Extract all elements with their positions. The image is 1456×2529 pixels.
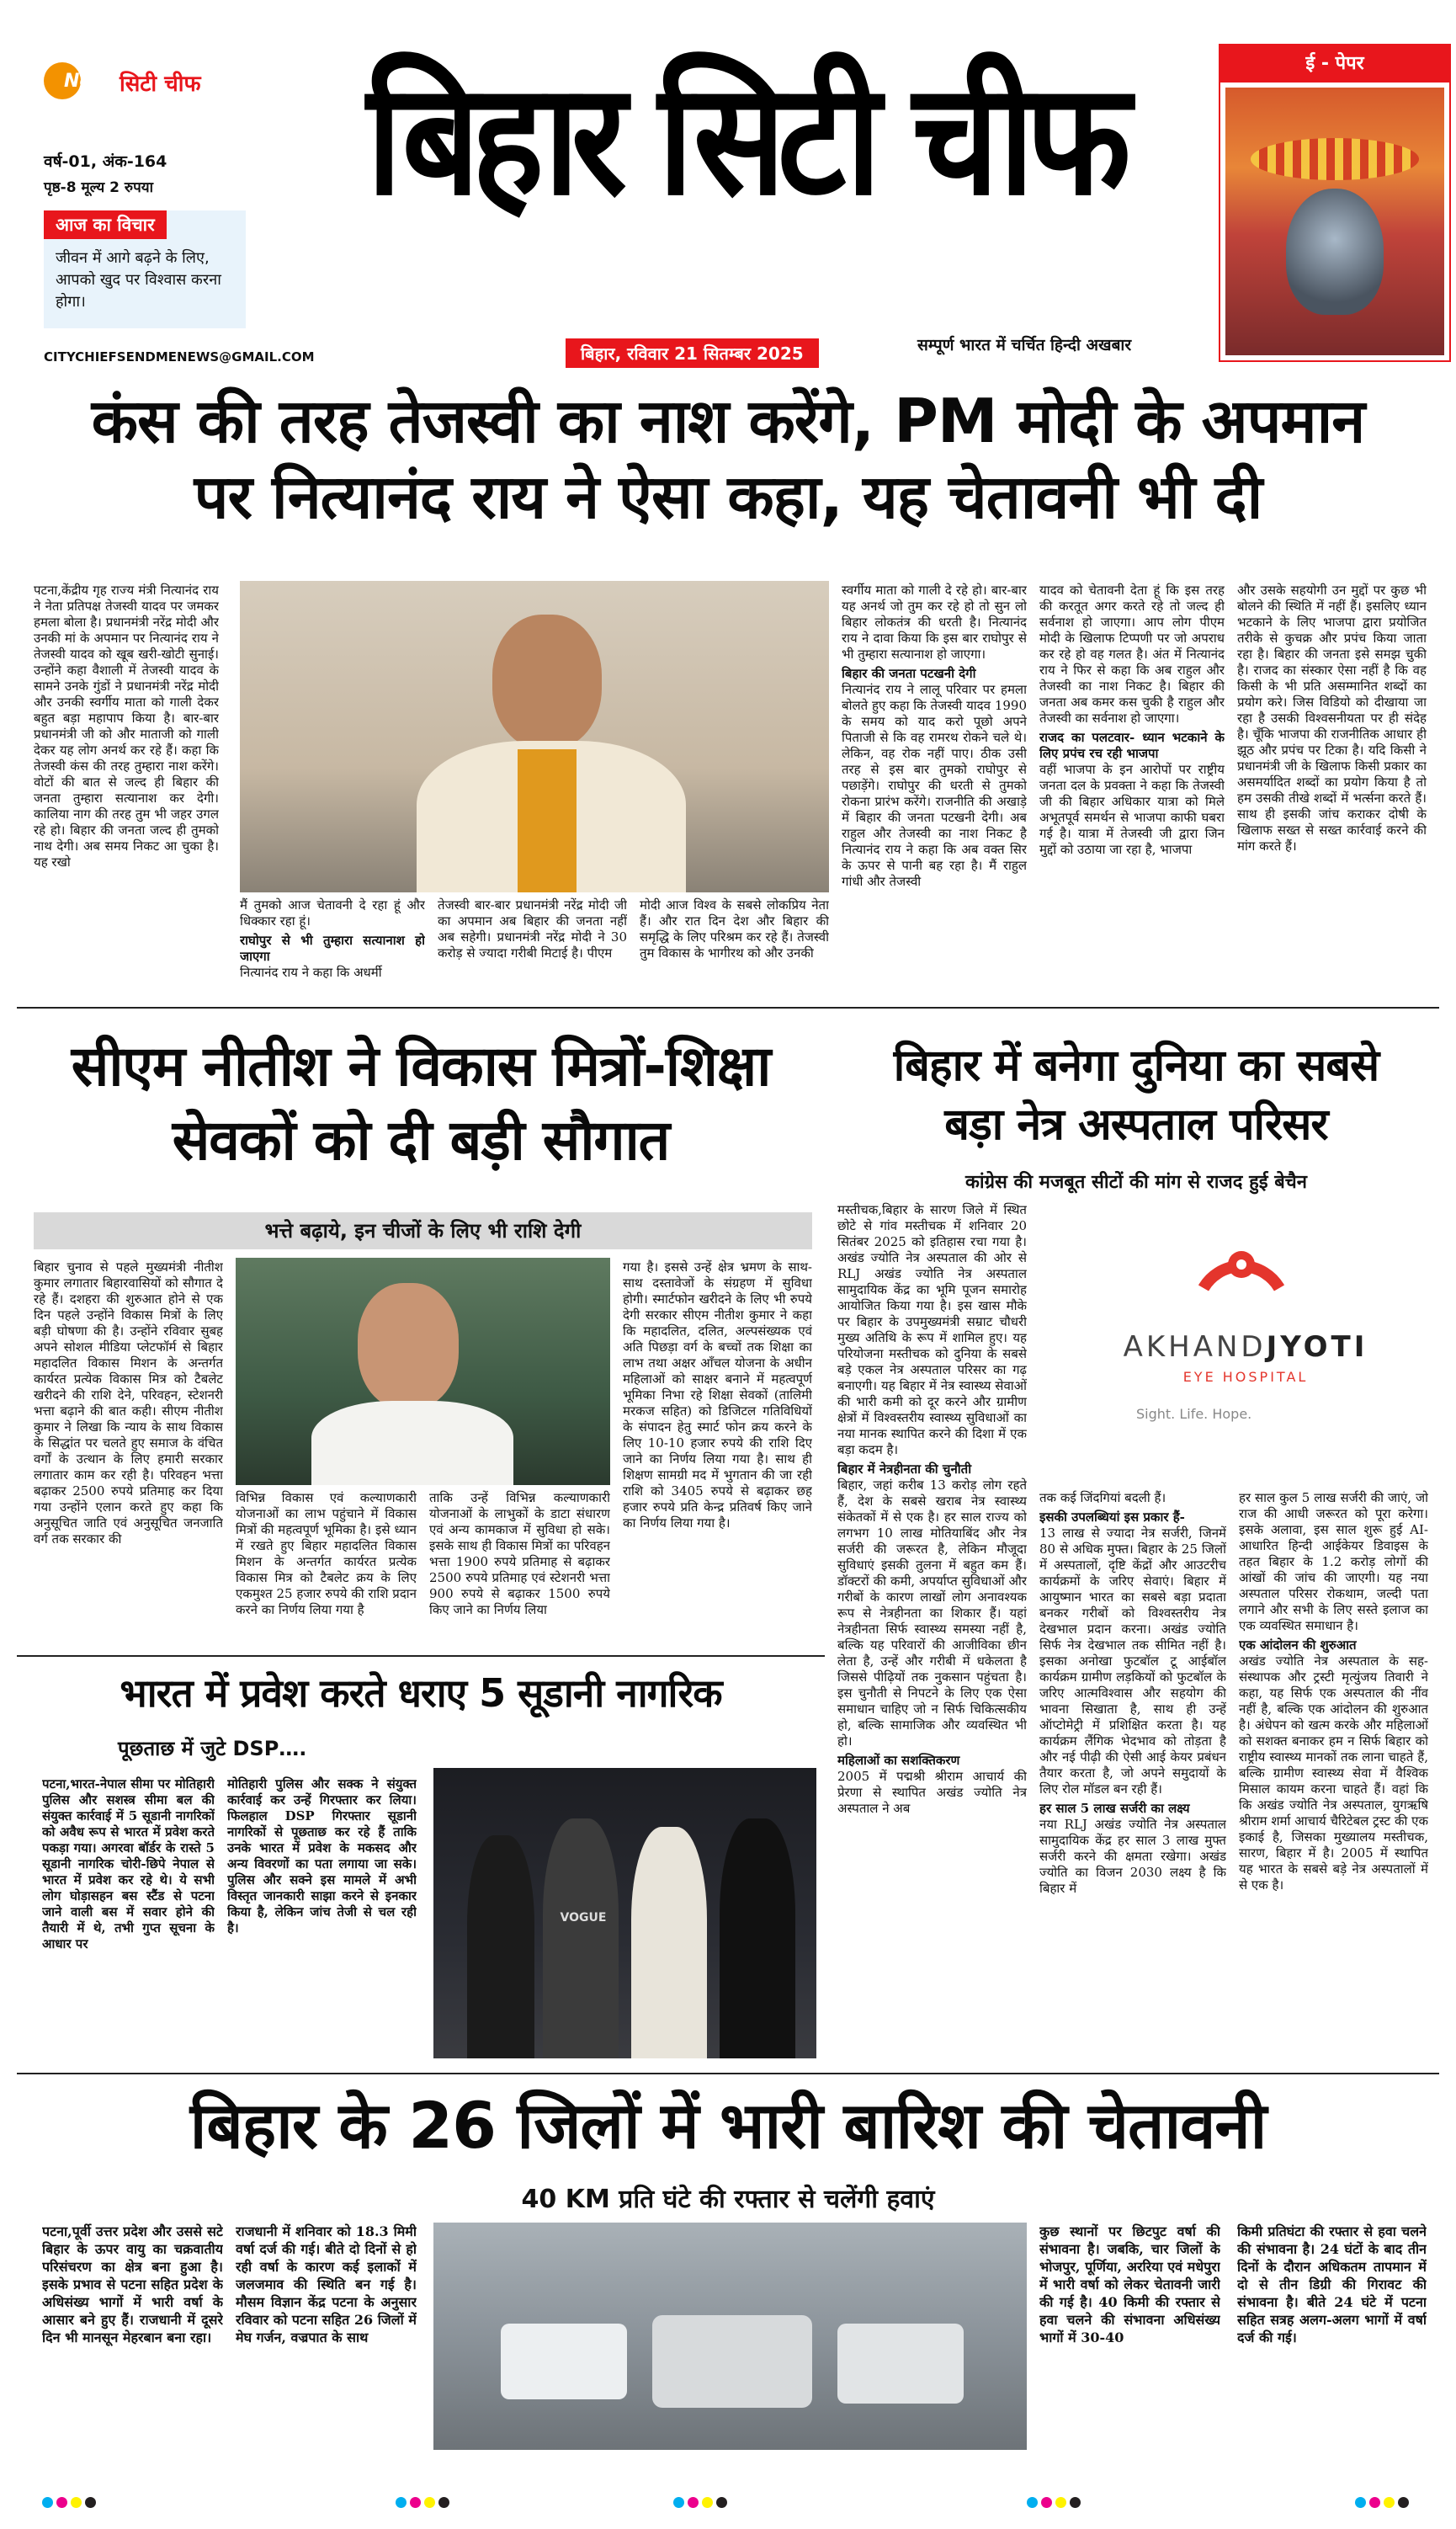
story4-col1-text: पटना,भारत-नेपाल सीमा पर मोतिहारी पुलिस और सशस्त्र सीमा बल की संयुक्त कार्रवाई में 5 सूडानी नागरिकों को अवैध रूप से भारत में प्रवेश करते पकड़ा गया। अगरवा बॉर्डर के रास्ते 5 सूडानी नागरिक चोरी-छिपे नेपाल से भारत में प्रवेश कर रहे थे। ये सभी लोग घोड़ासहन बस स्टैंड से पटना जाने वाली बस में सवार होने की तैयारी में थे, तभी गुप्त सूचना के आधार पर bbox=[42, 1776, 215, 1951]
vehicle bbox=[837, 2324, 964, 2404]
color-dots-mid bbox=[396, 2495, 453, 2511]
person-head bbox=[358, 1283, 459, 1409]
person-head bbox=[492, 615, 602, 749]
story3-col1-subhead: बिहार में नेत्रहीनता की चुनौती bbox=[837, 1461, 972, 1477]
story3-col1c-text: 2005 में पद्मश्री श्रीराम आचार्य की प्रेरणा से स्थापित अखंड ज्योति नेत्र अस्पताल ने अब bbox=[837, 1769, 1027, 1816]
story4-subhead: पूछताछ में जुटे DSP…. bbox=[118, 1737, 307, 1760]
tagline: सम्पूर्ण भारत में चर्चित हिन्दी अखबार bbox=[917, 336, 1132, 354]
thought-text: जीवन में आगे बढ़ने के लिए, आपको खुद पर विश्वास करना होगा। bbox=[56, 249, 221, 311]
story1-col3-text: तेजस्वी बार-बार प्रधानमंत्री नरेंद्र मोदी जी का अपमान अब बिहार की जनता नहीं अब सहेगी। प्रधानमंत्री नरेंद्र मोदी ने 30 करोड़ से ज्यादा गरीबी मिटाई है। पीएम bbox=[438, 897, 627, 961]
story5-col2 bbox=[236, 2223, 417, 2458]
story1-col5-subhead: बिहार की जनता पटखनी देगी bbox=[842, 666, 976, 681]
epaper-box bbox=[1219, 44, 1451, 362]
person-body bbox=[311, 1401, 513, 1485]
story1-col1-text: पटना,केंद्रीय गृह राज्य मंत्री नित्यानंद राय ने नेता प्रतिपक्ष तेजस्वी यादव पर जमकर हमला बोला है। प्रधानमंत्री नरेंद्र मोदी और उनकी मां के अपमान पर नित्यानंद राय ने तेजस्वी यादव को खूब खरी-खोटी सुनाई। उन्होंने कहा वैशाली में तेजस्वी यादव के सामने उनके गुंडों ने प्रधानमंत्री नरेंद्र मोदी और उनकी स्वर्गीय माता को गाली देकर बहुत बड़ा महापाप किया है। बार-बार प्रधानमंत्री जी को और माताजी को गाली देकर यह लोग अनर्थ कर रहे हैं। कहा कि तेजस्वी कंस की तरह तुम्हारा नाश करेंगे। वोटों की बात से जल्द ही बिहार की जनता तुम्हारा सत्यानाश कर देगी। कालिया नाग की तरह तुम भी जहर उगल रहे हो। बिहार की जनता जल्द ही तुमको नाथ देगी। अब समय निकट आ चुका है। यह रखो bbox=[34, 583, 219, 870]
story1-col5b-text: नित्यानंद राय ने लालू परिवार पर हमला बोलते हुए कहा कि तेजस्वी यादव 1990 के समय को याद करो पूछो अपने पिताजी से कि वह रामरथ रोकने चले थे। लेकिन, वह रोक नहीं पाए। ठीक उसी तरह से इस बार तुमको राघोपुर से पछाड़ेंगे। राघोपुर की धरती से तुमको रोकना प्रारंभ करेंगे। राजनीति की अखाड़े में बिहार की जनता पटखनी देगी। अब राहुल और तेजस्वी का नाश निकट है नित्यानंद राय ने कहा कि अब वक्त सिर के ऊपर से पानी बह रहा है। मैं राहुल गांधी और तेजस्वी bbox=[842, 682, 1027, 889]
registration-dot bbox=[1070, 2497, 1081, 2508]
logo-text: सिटी चीफ bbox=[120, 72, 201, 97]
story1-col6b-text: वहीं भाजपा के इन आरोपों पर राष्ट्रीय जनता दल के प्रवक्ता ने कहा कि तेजस्वी जी की बिहार अधिकार यात्रा को मिले अभूतपूर्व समर्थन से भाजपा काफी घबरा गई है। यात्रा में तेजस्वी जी द्वारा जिन मुद्दों को उठाया जा रहा है, भाजपा bbox=[1039, 762, 1225, 857]
divider bbox=[17, 2073, 1439, 2074]
story3-headline-line2: बड़ा नेत्र अस्पताल परिसर bbox=[944, 1099, 1328, 1150]
news-logo bbox=[44, 61, 254, 103]
color-dots-right bbox=[1027, 2495, 1084, 2511]
logo-name-a: AKHAND bbox=[1123, 1330, 1267, 1364]
story1-col5-text: स्वर्गीय माता को गाली दे रहे हो। बार-बार यह अनर्थ जो तुम कर रहे हो तो सुन लो बिहार लोकतंत्र की धरती है। नित्यानंद राय ने दावा किया कि इस बार राघोपुर से भी तुम्हारा सत्यानाश हो जाएगा। bbox=[842, 583, 1027, 662]
person bbox=[543, 1818, 619, 2058]
story1-col7 bbox=[1237, 583, 1427, 995]
pages-price: पृष्ठ-8 मूल्य 2 रुपया bbox=[44, 179, 154, 196]
story1-col2 bbox=[240, 897, 425, 995]
story2-col1-text: बिहार चुनाव से पहले मुख्यमंत्री नीतीश कुमार लगातार बिहारवासियों को सौगात दे रहे हैं। दशहरा की शुरुआत होने से एक दिन पहले उन्होंने विकास मित्रों के लिए बड़ी घोषणा की है। उन्होंने रविवार सुबह अपने सोशल मीडिया प्लेटफॉर्म से बिहार महादलित विकास मिशन के अन्तर्गत कार्यरत प्रत्येक विकास मित्र को टैबलेट खरीदने की राशि देने, परिवहन, स्टेशनरी भत्ता बढ़ाने की बात कही। सीएम नीतीश कुमार ने लिखा कि न्याय के साथ विकास के सिद्धांत पर चलते हुए समाज के वंचित वर्गों के उत्थान के लिए हमारी सरकार लगातार काम कर रही है। परिवहन भत्ता बढ़ाकर 2500 रुपये प्रतिमाह कर दिया गया उन्होंने एलान करते हुए कहा कि अनुसूचित जाति एवं अनुसूचित जनजाति वर्ग तक सरकार की bbox=[34, 1259, 223, 1547]
logo-prefix: News bbox=[64, 71, 120, 92]
story4-headline: भारत में प्रवेश करते धराए 5 सूडानी नागरिक bbox=[120, 1670, 722, 1716]
story2-col2-text: विभिन्न विकास एवं कल्याणकारी योजनाओं का लाभ पहुंचाने में विकास मित्रों की महत्वपूर्ण भूमिका है। इसे ध्यान में रखते हुए बिहार महादलित विकास मिशन के अन्तर्गत कार्यरत प्रत्येक विकास मित्र को टैबलेट क्रय के लिए एकमुश्त 25 हजार रुपये की राशि प्रदान करने का निर्णय लिया गया है bbox=[236, 1490, 417, 1617]
registration-dot bbox=[71, 2497, 82, 2508]
story2-col3 bbox=[429, 1490, 610, 1647]
story2-col1 bbox=[34, 1259, 223, 1647]
thought-box bbox=[44, 210, 246, 328]
epaper-label: ई - पेपर bbox=[1220, 45, 1449, 83]
color-dots-left bbox=[42, 2495, 99, 2511]
story1-col5 bbox=[842, 583, 1027, 995]
registration-dot bbox=[1027, 2497, 1038, 2508]
story2-headline-line1: सीएम नीतीश ने विकास मित्रों-शिक्षा bbox=[71, 1034, 771, 1099]
newspaper-title: बिहार सिटी चीफ bbox=[366, 50, 1124, 230]
story3-col2-text: तक कई जिंदगियां बदली हैं। bbox=[1039, 1490, 1166, 1505]
logo-name bbox=[1077, 1330, 1414, 1364]
story3-col3b-text: अखंड ज्योति नेत्र अस्पताल के सह-संस्थापक और ट्रस्टी मृत्युंजय तिवारी ने कहा, यह सिर्फ एक अस्पताल की नींव नहीं है, बल्कि एक आंदोलन की शुरुआत है। अंधेपन को खत्म करके और महिलाओं को सशक्त बनाकर हम न सिर्फ बिहार को राष्ट्रीय स्वास्थ्य मानकों तक लाना चाहते हैं, बल्कि ग्रामीण स्वास्थ्य सेवा में वैश्विक मिसाल कायम करना चाहते हैं। वहां कि कि अखंड ज्योति नेत्र अस्पताल, युगऋषि श्रीराम शर्मा आचार्य चैरिटेबल ट्रस्ट की एक इकाई है, जिसका मुख्यालय मस्तीचक, सारण, बिहार में है। 2005 में स्थापित यह भारत के सबसे बड़े नेत्र अस्पतालों में से एक है। bbox=[1239, 1653, 1428, 1893]
story3-col2b-text: 13 लाख से ज्यादा नेत्र सर्जरी, जिनमें 80 से अधिक मुफ्त। बिहार के 25 जिलों में अस्पतालों, दृष्टि केंद्रों और आउटरीच कार्यक्रमों के जरिए सेवाएं। बिहार में आयुष्मान भारत का सबसे बड़ा प्रदाता बनकर गरीबों को विश्वस्तरीय नेत्र देखभाल प्रदान करना। अखंड ज्योति सिर्फ नेत्र देखभाल तक सीमित नहीं है। इसका अनोखा फुटबॉल टू आईबॉल कार्यक्रम ग्रामीण लड़कियों को फुटबॉल के जरिए आत्मविश्वास और सहयोग की भावना सिखाता है, साथ ही उन्हें ऑप्टोमेट्री में प्रशिक्षित करता है। यह कार्यक्रम लैंगिक भेदभाव को तोड़ता है और नई पीढ़ी की ऐसी आई केयर प्रबंधन तैयार करता है, जो अपने समुदायों के लिए रोल मॉडल बन रही हैं। bbox=[1039, 1525, 1226, 1797]
story5-photo bbox=[433, 2223, 1027, 2450]
issue-line: वर्ष-01, अंक-164 bbox=[44, 152, 167, 171]
thought-label: आज का विचार bbox=[44, 210, 167, 239]
person-shirt-text: VOGUE bbox=[560, 1911, 607, 1925]
story1-col2-text: मैं तुमको आज चेतावनी दे रहा हूं और धिक्कार रहा हूं। bbox=[240, 897, 425, 929]
story1-headline-line1: कंस की तरह तेजस्वी का नाश करेंगे, PM मोदी के अपमान bbox=[91, 386, 1365, 456]
story3-col3 bbox=[1239, 1490, 1428, 2063]
story2-col2 bbox=[236, 1490, 417, 1647]
print-marks bbox=[0, 2484, 1456, 2517]
logo-tagline: Sight. Life. Hope. bbox=[1136, 1406, 1252, 1422]
registration-dot bbox=[1384, 2497, 1395, 2508]
registration-dot bbox=[702, 2497, 713, 2508]
registration-dot bbox=[1398, 2497, 1409, 2508]
divider bbox=[17, 1007, 1439, 1009]
story5-headline: बिहार के 26 जिलों में भारी बारिश की चेतावनी bbox=[189, 2088, 1267, 2163]
color-dots-far bbox=[1355, 2495, 1412, 2511]
story3-col1-text: मस्तीचक,बिहार के सारण जिले में स्थित छोटे से गांव मस्तीचक में शनिवार 20 सितंबर 2025 को इतिहास रचा गया है। अखंड ज्योति नेत्र अस्पताल की ओर से RLJ अखंड ज्योति नेत्र अस्पताल सामुदायिक केंद्र का भूमि पूजन समारोह आयोजित किया गया है। इस खास मौके पर बिहार के उपमुख्यमंत्री सम्राट चौधरी मुख्य अतिथि के रूप में शामिल हुए। यह परियोजना मस्तीचक को दुनिया के सबसे बड़े एकल नेत्र अस्पताल परिसर का गढ़ बनाएगी। यह बिहार में नेत्र स्वास्थ्य सेवाओं की भारी कमी को दूर करने और ग्रामीण क्षेत्रों में विश्वस्तरीय स्वास्थ्य सुविधाओं का नया मानक स्थापित करने की दिशा में एक बड़ा कदम है। bbox=[837, 1202, 1027, 1457]
registration-dot bbox=[1355, 2497, 1366, 2508]
story3-headline-line1: बिहार में बनेगा दुनिया का सबसे bbox=[893, 1041, 1379, 1091]
registration-dot bbox=[42, 2497, 53, 2508]
story3-col3-text: हर साल कुल 5 लाख सर्जरी की जाएं, जो राज की आधी जरूरत को पूरा करेगा। इसके अलावा, इस साल शुरू हुई AI-आधारित हिन्दी आईकेयर डिवाइस के तहत बिहार के 1.2 करोड़ लोगों की आंखों की जांच की जाएगी। यह नया अस्पताल परिसर रोकथाम, जल्दी पता लगाने और सभी के लिए सस्ते इलाज का एक व्यवस्थित समाधान है। bbox=[1239, 1490, 1428, 1633]
story1-col4-text: मोदी आज विश्व के सबसे लोकप्रिय नेता हैं। और रात दिन देश और बिहार की समृद्धि के लिए परिश्रम कर रहे हैं। तेजस्वी तुम विकास के भागीरथ को और उनकी bbox=[640, 897, 829, 961]
story1-col6-text: यादव को चेतावनी देता हूं कि इस तरह की करतूत अगर करते रहे तो जल्द ही सर्वनाश हो जाएगा। आप लोग पीएम मोदी के खिलाफ टिप्पणी पर जो अपराध कर रहे हो वह गलत है। अंत में नित्यानंद राय ने फिर से कहा कि अब राहुल और तेजस्वी का नाश निकट है। बिहार की जनता अब कमर कस चुकी है राहुल और तेजस्वी का सर्वनाश हो जाएगा। bbox=[1039, 583, 1225, 726]
story2-col4-text: गया है। इससे उन्हें क्षेत्र भ्रमण के साथ-साथ दस्तावेजों के संग्रहण में सुविधा होगी। स्मार्टफोन खरीदने के लिए भी रुपये देगी सरकार सीएम नीतीश कुमार ने कहा कि महादलित, दलित, अल्पसंख्यक एवं अति पिछड़ा वर्ग के बच्चों तक शिक्षा का लाभ तथा अक्षर आँचल योजना के अधीन महिलाओं को साक्षर बनाने में महत्वपूर्ण भूमिका निभा रहे शिक्षा सेवकों (तालिमी मरकज सहित) को डिजिटल गतिविधियों के संपादन हेतु स्मार्ट फोन क्रय करने के लिए 10-10 हजार रुपये की राशि दिए जाने का निर्णय लिया गया है। साथ ही शिक्षण सामग्री मद में भुगतान की जा रही राशि को 3405 रुपये से बढ़ाकर छह हजार रुपये प्रति केन्द्र प्रतिवर्ष किए जाने का निर्णय लिया गया है। bbox=[623, 1259, 812, 1531]
story3-subhead: कांग्रेस की मजबूत सीटों की मांग से राजद हुई बेचैन bbox=[965, 1172, 1307, 1193]
registration-dot bbox=[1055, 2497, 1066, 2508]
deity-photo bbox=[1225, 88, 1444, 355]
story3-col2-subhead2: हर साल 5 लाख सर्जरी का लक्ष्य bbox=[1039, 1801, 1190, 1816]
story5-col2-text: राजधानी में शनिवार को 18.3 मिमी वर्षा दर्ज की गई। बीते दो दिनों से हो रही वर्षा के कारण कई इलाकों में जलजमाव की स्थिति बन गई है। मौसम विज्ञान केंद्र पटना के अनुसार रविवार को पटना सहित 26 जिलों में मेघ गर्जन, वज्रपात के साथ bbox=[236, 2223, 417, 2345]
registration-dot bbox=[85, 2497, 96, 2508]
registration-dot bbox=[716, 2497, 727, 2508]
story4-photo bbox=[433, 1768, 816, 2058]
story3-col1 bbox=[837, 1202, 1027, 2061]
story2-col3-text: ताकि उन्हें विभिन्न कल्याणकारी योजनाओं के लाभुकों के डाटा संधारण एवं अन्य कामकाज में सुविधा हो सके। इसके साथ ही विकास मित्रों का परिवहन भत्ता 1900 रुपये प्रतिमाह से बढ़ाकर 2500 रुपये प्रतिमाह एवं स्टेशनरी भत्ता 900 रुपये से बढ़ाकर 1500 रुपये किए जाने का निर्णय लिया bbox=[429, 1490, 610, 1617]
story1-col1 bbox=[34, 583, 219, 995]
registration-dot bbox=[438, 2497, 449, 2508]
story5-col1-text: पटना,पूर्वी उत्तर प्रदेश और उससे सटे बिहार के ऊपर वायु का चक्रवातीय परिसंचरण का क्षेत्र बना हुआ है। इसके प्रभाव से पटना सहित प्रदेश के अधिसंख्य भागों में भारी वर्षा के आसार बने हुए हैं। राजधानी में दूसरे दिन भी मानसून मेहरबान बना रहा। bbox=[42, 2223, 223, 2345]
story1-col7-text: और उसके सहयोगी उन मुद्दों पर कुछ भी बोलने की स्थिति में नहीं हैं। इसलिए ध्यान भटकाने के लिए भाजपा द्वारा प्रयोजित तरीके से कुचक्र और प्रपंच किया जाता रहा है। बिहार की जनता इसे समझ चुकी है। राजद का संस्कार ऐसा नहीं है कि वह किसी के भी प्रति असम्मानित शब्दों का प्रयोग करे। जिस विडियो को दीखाया जा रहा है उसकी विश्वसनीयता पर ही संदेह है। चूँकि भाजपा की राजनीतिक आधार ही झूठ और प्रपंच पर टिका है। यदि किसी ने प्रधानमंत्री जी के खिलाफ किसी प्रकार का असमर्यादित शब्दों का प्रयोग किया है तो हम उसकी तीखे शब्दों में भर्त्सना करते हैं। साथ ही इसकी जांच कराकर दोषी के खिलाफ सख्त से सख्त कार्रवाई करने की मांग करते हैं। bbox=[1237, 583, 1427, 854]
story5-col1 bbox=[42, 2223, 223, 2458]
registration-dot bbox=[410, 2497, 421, 2508]
eye-logo-icon bbox=[1187, 1221, 1296, 1305]
story3-col2 bbox=[1039, 1490, 1226, 2063]
story3-col2c-text: नया RLJ अखंड ज्योति नेत्र अस्पताल सामुदायिक केंद्र हर साल 3 लाख मुफ्त सर्जरी करने की क्षमता रखेगा। अखंड ज्योति का विजन 2030 लक्ष्य है कि बिहार में bbox=[1039, 1817, 1226, 1896]
registration-dot bbox=[673, 2497, 684, 2508]
person-scarf bbox=[518, 749, 577, 892]
story1-col3 bbox=[438, 897, 627, 995]
story3-col1b-text: बिहार, जहां करीब 13 करोड़ लोग रहते हैं, देश के सबसे खराब नेत्र स्वास्थ्य संकेतकों में से एक है। हर साल राज्य को लगभग 10 लाख मोतियाबिंद और नेत्र सर्जरी की जरूरत है, लेकिन मौजूदा सुविधाएं इसकी तुलना में बहुत कम हैं। डॉक्टरों की कमी, अपर्याप्त सुविधाओं और गरीबों के कारण लाखों लोग अनावश्यक रूप से नेत्रहीनता का शिकार हैं। यहां नेत्रहीनता सिर्फ स्वास्थ्य समस्या नहीं है, बल्कि यह परिवारों की आजीविका छीन लेता है, उन्हें और गरीबी में धकेलता है जिससे पीढ़ियों तक नुकसान पहुंचता है। इस चुनौती से निपटने के लिए एक ऐसा समाधान चाहिए जो न सिर्फ चिकित्सकीय हो, बल्कि सामाजिक और व्यवस्थित भी हो। bbox=[837, 1477, 1027, 1749]
contact-email: CITYCHIEFSENDMENEWS@GMAIL.COM bbox=[44, 349, 315, 365]
story1-photo bbox=[240, 581, 829, 892]
registration-dot bbox=[1041, 2497, 1052, 2508]
story5-col4-text: किमी प्रतिघंटा की रफ्तार से हवा चलने की संभावना है। 24 घंटों के बाद तीन दिनों के दौरान अधिकतम तापमान में दो से तीन डिग्री की गिरावट की संभावना है। बीते 24 घंटे में पटना सहित सत्रह अलग-अलग भागों में वर्षा दर्ज की गई। bbox=[1237, 2223, 1427, 2345]
story1-col2b-text: नित्यानंद राय ने कहा कि अधर्मी bbox=[240, 965, 382, 980]
story1-col6-subhead: राजद का पलटवार- ध्यान भटकाने के लिए प्रपंच रच रही भाजपा bbox=[1039, 730, 1225, 761]
story1-headline-line2: पर नित्यानंद राय ने ऐसा कहा, यह चेतावनी भी दी bbox=[194, 461, 1262, 532]
eye-hospital-logo bbox=[1044, 1204, 1439, 1482]
story4-col2-text: मोतिहारी पुलिस और सक्क ने संयुक्त कार्रवाई कर उन्हें गिरफ्तार कर लिया। फिलहाल DSP गिरफ्तार सूडानी नागरिकों से पूछताछ कर रहे हैं ताकि उनके भारत में प्रवेश के मकसद और अन्य विवरणों का पता लगाया जा सके। पुलिस और सक्ने इस मामले में अभी विस्तृत जानकारी साझा करने से इनकार किया है, लेकिन जांच तेजी से चल रही है। bbox=[227, 1776, 417, 1935]
story5-col3 bbox=[1039, 2223, 1220, 2458]
story4-col2 bbox=[227, 1776, 417, 2063]
story3-col3-subhead: एक आंदोलन की शुरुआत bbox=[1239, 1637, 1357, 1653]
divider bbox=[17, 1655, 825, 1657]
person bbox=[631, 1827, 707, 2058]
registration-dot bbox=[688, 2497, 699, 2508]
date-line: बिहार, रविवार 21 सितम्बर 2025 bbox=[566, 338, 819, 368]
person bbox=[720, 1818, 795, 2058]
masthead bbox=[0, 0, 1456, 375]
story2-photo bbox=[236, 1258, 610, 1485]
color-dots-center bbox=[673, 2495, 731, 2511]
story1-col2-subhead: राघोपुर से भी तुम्हारा सत्यानाश हो जाएगा bbox=[240, 933, 425, 964]
story5-col3-text: कुछ स्थानों पर छिटपुट वर्षा की संभावना है। जबकि, चार जिलों के भोजपुर, पूर्णिया, अररिया एवं मधेपुरा में भारी वर्षा को लेकर चेतावनी जारी की गई है। 40 किमी की रफ्तार से हवा चलने की संभावना अधिसंख्य भागों में 30-40 bbox=[1039, 2223, 1220, 2345]
registration-dot bbox=[424, 2497, 435, 2508]
story1-col6 bbox=[1039, 583, 1225, 995]
person bbox=[467, 1835, 534, 2058]
vehicle bbox=[501, 2324, 627, 2399]
vehicle bbox=[652, 2315, 812, 2408]
registration-dot bbox=[56, 2497, 67, 2508]
story3-col1-subhead2: महिलाओं का सशक्तिकरण bbox=[837, 1753, 960, 1768]
story1-col4 bbox=[640, 897, 829, 995]
logo-sub: EYE HOSPITAL bbox=[1182, 1369, 1309, 1385]
garland bbox=[1251, 138, 1419, 180]
registration-dot bbox=[396, 2497, 407, 2508]
registration-dot bbox=[1369, 2497, 1380, 2508]
story2-col4 bbox=[623, 1259, 812, 1647]
story5-subhead: 40 KM प्रति घंटे की रफ्तार से चलेंगी हवाएं bbox=[521, 2185, 935, 2214]
story3-col2-subhead: इसकी उपलब्धियां इस प्रकार हैं- bbox=[1039, 1509, 1185, 1525]
story2-subhead: भत्ते बढ़ाये, इन चीजों के लिए भी राशि देगी bbox=[34, 1212, 812, 1249]
story5-col4 bbox=[1237, 2223, 1427, 2458]
deity-face bbox=[1286, 189, 1384, 315]
story2-headline-line2: सेवकों को दी बड़ी सौगात bbox=[172, 1108, 670, 1173]
story4-col1 bbox=[42, 1776, 215, 2063]
logo-name-b: JYOTI bbox=[1266, 1330, 1368, 1364]
